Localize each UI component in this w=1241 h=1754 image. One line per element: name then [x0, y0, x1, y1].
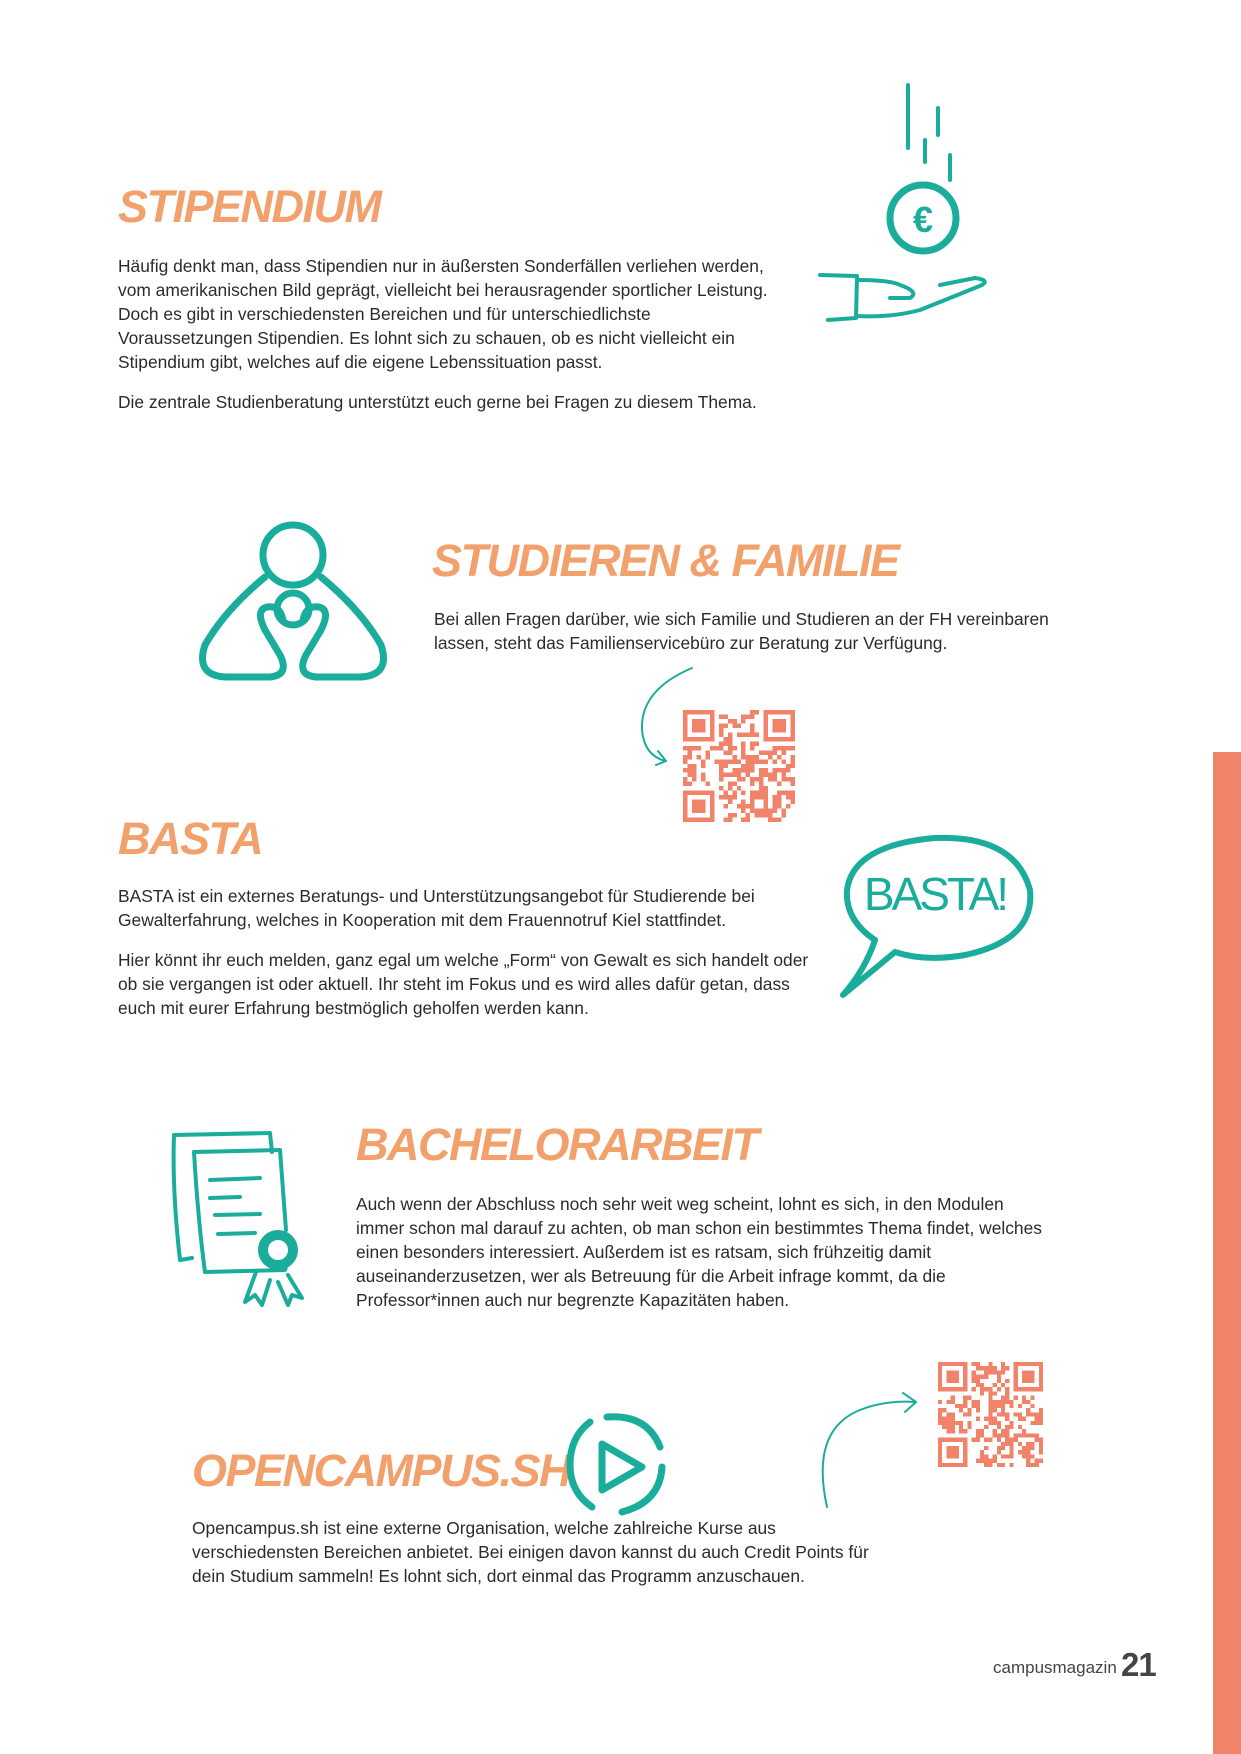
heading-opencampus: OPENCAMPUS.SH: [192, 1445, 571, 1496]
parent-child-icon: [195, 515, 395, 685]
arrow-curve-icon: [815, 1390, 925, 1510]
basta-paragraph-2: Hier könnt ihr euch melden, ganz egal um welche „Form“ von Gewalt es sich handelt oder ob sie vergangen ist oder aktuell. Ihr steht im Fokus und es wird alles dafür getan, dass euch mit eurer Erfahrung bestmöglich geholfen werden kann.: [118, 950, 809, 1018]
stipendium-paragraph-1: Häufig denkt man, dass Stipendien nur in äußersten Sonderfällen verliehen werden, vom amerikanischen Bild geprägt, vielleicht bei herausragender sportlicher Leistung. Doch es gibt in verschiedensten Bereichen und für unterschiedlichste Voraussetzungen Stipendien. Es lohnt sich zu schauen, ob es nicht vielleicht ein Stipendium gibt, welches auf die eigene Lebenssituation passt.: [118, 256, 768, 372]
speech-bubble-icon: [835, 830, 1035, 1000]
basta-paragraph-1: BASTA ist ein externes Beratungs- und Unterstützungsangebot für Studierende bei Gewalterfahrung, welches in Kooperation mit dem Frauennotruf Kiel stattfindet.: [118, 886, 755, 930]
heading-studieren-familie: STUDIEREN & FAMILIE: [432, 535, 899, 586]
bubble-text: BASTA!: [863, 868, 1007, 920]
bachelor-paragraph-1: Auch wenn der Abschluss noch sehr weit weg scheint, lohnt es sich, in den Modulen immer schon mal darauf zu achten, ob man schon ein bestimmtes Thema findet, welches einen besonders interessiert. Außerdem ist es ratsam, sich frühzeitig damit auseinanderzusetzen, wer als Betreuung für die Arbeit infrage kommt, da die Professor*innen auch nur begrenzte Kapazitäten haben.: [356, 1194, 1042, 1310]
certificate-icon: [170, 1130, 320, 1310]
heading-stipendium: STIPENDIUM: [118, 181, 381, 232]
heading-bachelorarbeit: BACHELORARBEIT: [356, 1119, 758, 1170]
heading-basta: BASTA: [118, 813, 263, 864]
stipendium-paragraph-2: Die zentrale Studienberatung unterstützt euch gerne bei Fragen zu diesem Thema.: [118, 392, 757, 412]
familie-paragraph-1: Bei allen Fragen darüber, wie sich Familie und Studieren an der FH vereinbaren lassen, steht das Familienservicebüro zur Beratung zur Verfügung.: [434, 609, 1049, 653]
euro-coin-hand-icon: [810, 80, 1000, 340]
svg-text:€: €: [912, 199, 934, 240]
qr-code-opencampus[interactable]: [938, 1362, 1043, 1467]
footer-magazine-name: campusmagazin: [993, 1658, 1117, 1677]
play-icon[interactable]: [562, 1412, 668, 1518]
qr-code-familie[interactable]: [683, 710, 795, 822]
page-number: 21: [1121, 1646, 1156, 1683]
opencampus-paragraph-1: Opencampus.sh ist eine externe Organisation, welche zahlreiche Kurse aus verschiedensten Bereichen anbietet. Bei einigen davon kannst du auch Credit Points für dein Studium sammeln! Es lohnt sich, dort einmal das Programm anzuschauen.: [192, 1518, 869, 1586]
side-accent-strip: [1213, 752, 1241, 1754]
